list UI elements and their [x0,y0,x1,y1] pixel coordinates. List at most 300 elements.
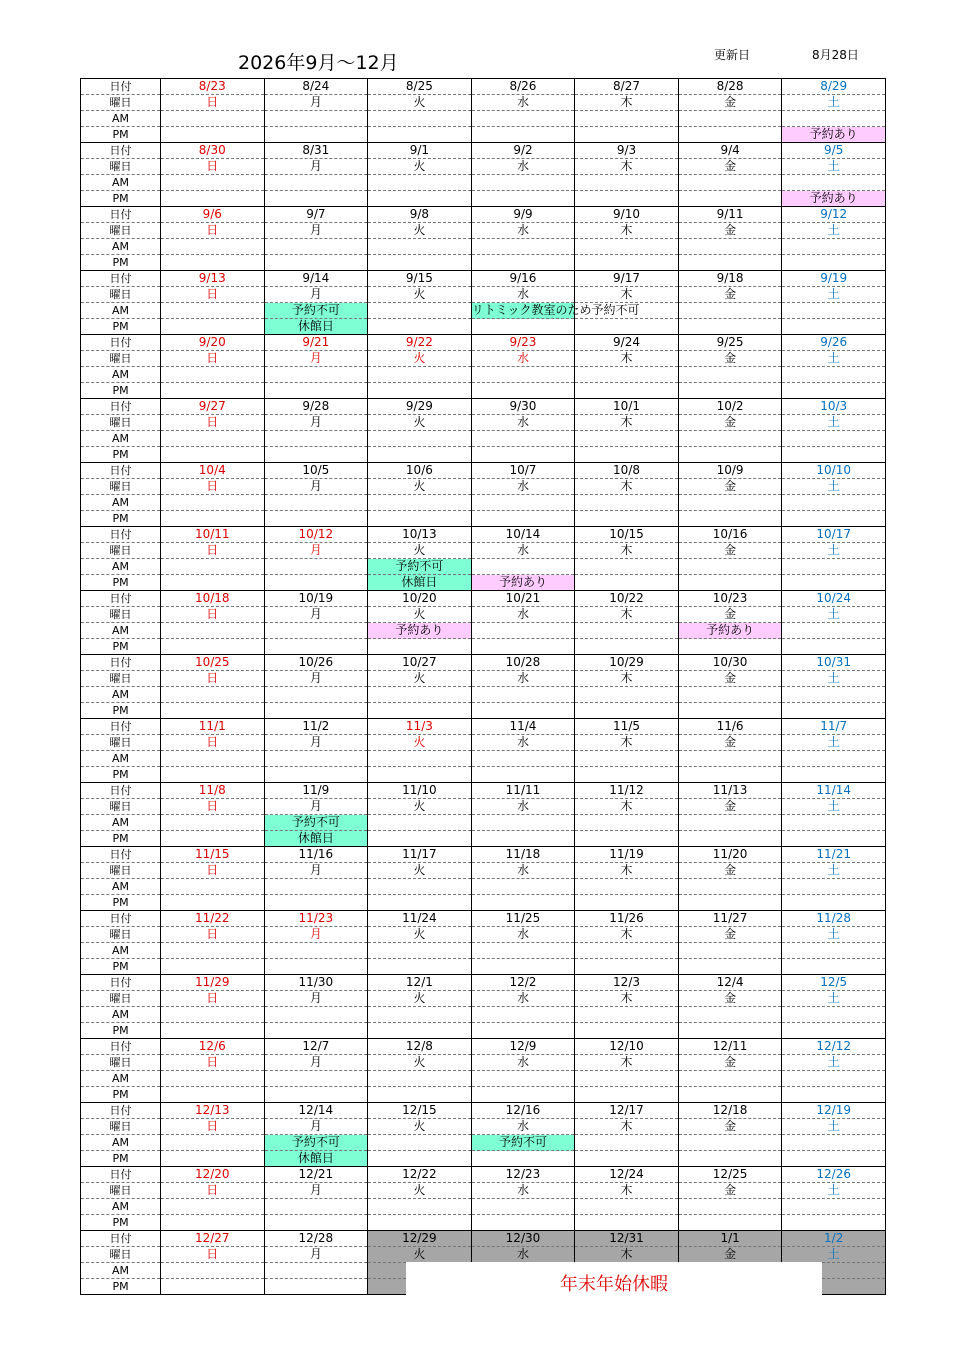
row-label-am: AM [81,751,161,767]
weekday-cell: 土 [782,991,886,1007]
date-cell: 9/10 [575,207,679,223]
pm-slot [575,639,679,655]
week-row-am [81,495,886,511]
row-label-pm: PM [81,191,161,207]
week-row-date [81,399,886,415]
week-row-am [81,1007,886,1023]
am-slot [471,687,575,703]
week-row-date [81,911,886,927]
row-label-pm: PM [81,383,161,399]
am-slot [264,559,368,575]
weekday-cell: 金 [678,159,782,175]
weekday-cell: 月 [264,1247,368,1263]
weekday-cell: 月 [264,799,368,815]
weekday-cell: 金 [678,95,782,111]
pm-slot [161,831,265,847]
row-label-date: 日付 [81,783,161,799]
date-cell: 10/23 [678,591,782,607]
am-slot [264,495,368,511]
weekday-cell: 日 [161,415,265,431]
pm-slot [575,255,679,271]
weekday-cell: 木 [575,159,679,175]
am-slot [161,1071,265,1087]
pm-slot [471,447,575,463]
row-label-weekday: 曜日 [81,543,161,559]
pm-slot [471,703,575,719]
weekday-cell: 日 [161,671,265,687]
week-row-date [81,335,886,351]
pm-slot [471,895,575,911]
pm-slot [782,1215,886,1231]
row-label-pm: PM [81,511,161,527]
am-slot [575,687,679,703]
pm-slot [678,1087,782,1103]
date-cell: 12/19 [782,1103,886,1119]
weekday-cell: 木 [575,287,679,303]
week-row-pm [81,895,886,911]
pm-slot [782,1087,886,1103]
pm-slot [368,1215,472,1231]
pm-slot [575,1087,679,1103]
date-cell: 10/31 [782,655,886,671]
weekday-cell: 土 [782,607,886,623]
date-cell: 11/30 [264,975,368,991]
week-row-pm [81,639,886,655]
am-slot [264,623,368,639]
row-label-weekday: 曜日 [81,351,161,367]
date-cell: 11/24 [368,911,472,927]
weekday-cell: 月 [264,351,368,367]
weekday-cell: 木 [575,415,679,431]
weekday-cell: 水 [471,223,575,239]
date-cell: 9/29 [368,399,472,415]
date-cell: 10/22 [575,591,679,607]
pm-slot [368,639,472,655]
row-label-pm: PM [81,1279,161,1295]
date-cell: 11/14 [782,783,886,799]
weekday-cell: 月 [264,1055,368,1071]
date-cell: 10/19 [264,591,368,607]
am-slot [161,815,265,831]
row-label-am: AM [81,431,161,447]
row-label-date: 日付 [81,79,161,95]
date-cell: 9/30 [471,399,575,415]
pm-slot [678,831,782,847]
date-cell: 8/28 [678,79,782,95]
am-slot [782,879,886,895]
row-label-pm: PM [81,831,161,847]
am-slot [782,943,886,959]
date-cell: 9/24 [575,335,679,351]
date-cell: 12/23 [471,1167,575,1183]
row-label-am: AM [81,943,161,959]
row-label-am: AM [81,815,161,831]
row-label-weekday: 曜日 [81,1055,161,1071]
week-row-date [81,271,886,287]
weekday-cell: 火 [368,223,472,239]
am-slot-status: 予約不可 [368,559,472,575]
date-cell: 12/14 [264,1103,368,1119]
row-label-weekday: 曜日 [81,479,161,495]
date-cell: 12/31 [575,1231,679,1247]
week-row-weekday [81,607,886,623]
am-slot [264,1007,368,1023]
date-cell: 9/11 [678,207,782,223]
am-slot [161,175,265,191]
am-slot [161,367,265,383]
date-cell: 12/17 [575,1103,679,1119]
pm-slot [678,191,782,207]
pm-slot [575,959,679,975]
pm-slot [471,127,575,143]
week-row-weekday [81,159,886,175]
date-cell: 12/8 [368,1039,472,1055]
pm-slot [575,703,679,719]
am-slot [575,239,679,255]
weekday-cell: 木 [575,1119,679,1135]
date-cell: 8/29 [782,79,886,95]
week-row-date [81,591,886,607]
weekday-cell: 金 [678,799,782,815]
am-slot-status: 予約不可 [471,1135,575,1151]
date-cell: 11/11 [471,783,575,799]
row-label-date: 日付 [81,1039,161,1055]
weekday-cell: 土 [782,415,886,431]
pm-slot [678,767,782,783]
am-slot [368,1007,472,1023]
weekday-cell: 水 [471,1247,575,1263]
row-label-pm: PM [81,959,161,975]
date-cell: 10/6 [368,463,472,479]
pm-slot [368,831,472,847]
week-row-weekday [81,991,886,1007]
pm-slot-status: 予約あり [782,127,886,143]
am-slot [782,687,886,703]
am-slot [161,1135,265,1151]
row-label-weekday: 曜日 [81,95,161,111]
weekday-cell: 金 [678,991,782,1007]
row-label-date: 日付 [81,335,161,351]
date-cell: 12/6 [161,1039,265,1055]
am-slot [264,943,368,959]
date-cell: 10/4 [161,463,265,479]
row-label-weekday: 曜日 [81,671,161,687]
am-slot [161,559,265,575]
week-row-weekday [81,927,886,943]
updated-date: 8月28日 [812,48,859,62]
pm-slot [678,255,782,271]
pm-slot [368,191,472,207]
date-cell: 11/22 [161,911,265,927]
am-slot [678,495,782,511]
am-slot [471,1007,575,1023]
pm-slot [678,447,782,463]
weekday-cell: 日 [161,607,265,623]
row-label-date: 日付 [81,1167,161,1183]
row-label-pm: PM [81,127,161,143]
weekday-cell: 水 [471,799,575,815]
date-cell: 9/27 [161,399,265,415]
date-cell: 8/25 [368,79,472,95]
am-slot [782,239,886,255]
date-cell: 11/5 [575,719,679,735]
date-cell: 11/12 [575,783,679,799]
pm-slot [471,1087,575,1103]
pm-slot [471,191,575,207]
am-slot [264,367,368,383]
pm-slot-status: 予約あり [782,191,886,207]
am-slot [575,495,679,511]
weekday-cell: 金 [678,415,782,431]
row-label-weekday: 曜日 [81,927,161,943]
week-row-weekday [81,223,886,239]
date-cell: 9/1 [368,143,472,159]
weekday-cell: 水 [471,1119,575,1135]
weekday-cell: 木 [575,735,679,751]
row-label-date: 日付 [81,143,161,159]
pm-slot [782,831,886,847]
pm-slot [368,767,472,783]
date-cell: 12/29 [368,1231,472,1247]
weekday-cell: 日 [161,543,265,559]
am-slot [575,111,679,127]
pm-slot [264,1215,368,1231]
week-row-date [81,1103,886,1119]
weekday-cell: 土 [782,287,886,303]
row-label-pm: PM [81,319,161,335]
row-label-weekday: 曜日 [81,287,161,303]
date-cell: 11/1 [161,719,265,735]
week-row-weekday [81,287,886,303]
pm-slot [368,127,472,143]
weekday-cell: 火 [368,991,472,1007]
am-slot [368,1071,472,1087]
pm-slot [782,1151,886,1167]
week-row-weekday [81,95,886,111]
weekday-cell: 月 [264,95,368,111]
date-cell: 10/7 [471,463,575,479]
week-row-date [81,79,886,95]
weekday-cell: 火 [368,927,472,943]
am-slot [161,943,265,959]
pm-slot [161,1151,265,1167]
pm-slot-status: 休館日 [264,319,368,335]
week-row-pm [81,1151,886,1167]
week-row-weekday [81,415,886,431]
pm-slot [264,959,368,975]
date-cell: 11/9 [264,783,368,799]
am-slot-status: 予約不可 [264,1135,368,1151]
pm-slot [678,895,782,911]
date-cell: 11/8 [161,783,265,799]
am-slot [161,1199,265,1215]
weekday-cell: 火 [368,607,472,623]
pm-slot [782,767,886,783]
weekday-cell: 水 [471,95,575,111]
am-slot [782,431,886,447]
date-cell: 10/18 [161,591,265,607]
pm-slot [161,575,265,591]
pm-slot [575,191,679,207]
am-slot [161,687,265,703]
row-label-am: AM [81,367,161,383]
date-cell: 11/13 [678,783,782,799]
pm-slot [264,575,368,591]
am-slot [782,367,886,383]
pm-slot [782,383,886,399]
pm-slot [161,1023,265,1039]
weekday-cell: 土 [782,1119,886,1135]
am-slot [575,367,679,383]
weekday-cell: 水 [471,287,575,303]
pm-slot [575,1215,679,1231]
date-cell: 9/14 [264,271,368,287]
weekday-cell: 土 [782,1247,886,1263]
week-row-weekday [81,1183,886,1199]
week-row-weekday [81,1119,886,1135]
date-cell: 9/7 [264,207,368,223]
row-label-date: 日付 [81,271,161,287]
date-cell: 10/27 [368,655,472,671]
row-label-weekday: 曜日 [81,223,161,239]
am-slot [264,239,368,255]
date-cell: 11/20 [678,847,782,863]
pm-slot-status: 休館日 [264,831,368,847]
weekday-cell: 月 [264,1183,368,1199]
am-slot [678,303,782,319]
row-label-am: AM [81,495,161,511]
date-cell: 9/12 [782,207,886,223]
date-cell: 12/18 [678,1103,782,1119]
date-cell: 9/9 [471,207,575,223]
weekday-cell: 日 [161,1247,265,1263]
week-row-pm [81,319,886,335]
weekday-cell: 月 [264,927,368,943]
date-cell: 10/30 [678,655,782,671]
pm-slot [678,575,782,591]
pm-slot [161,383,265,399]
updated-label: 更新日 [714,48,751,62]
am-slot [678,687,782,703]
weekday-cell: 土 [782,671,886,687]
weekday-cell: 土 [782,735,886,751]
date-cell: 10/3 [782,399,886,415]
date-cell: 10/1 [575,399,679,415]
weekday-cell: 土 [782,223,886,239]
weekday-cell: 水 [471,1183,575,1199]
pm-slot [678,319,782,335]
weekday-cell: 木 [575,223,679,239]
week-row-date [81,847,886,863]
date-cell: 9/13 [161,271,265,287]
pm-slot [161,895,265,911]
am-slot [368,303,472,319]
week-row-pm [81,255,886,271]
week-row-date [81,655,886,671]
weekday-cell: 月 [264,415,368,431]
am-slot [368,751,472,767]
week-row-weekday [81,863,886,879]
weekday-cell: 火 [368,1119,472,1135]
weekday-cell: 日 [161,1119,265,1135]
week-row-date [81,719,886,735]
weekday-cell: 土 [782,1055,886,1071]
date-cell: 12/27 [161,1231,265,1247]
weekday-cell: 火 [368,735,472,751]
week-row-pm [81,767,886,783]
am-slot [471,1071,575,1087]
week-row-date [81,1039,886,1055]
weekday-cell: 金 [678,479,782,495]
row-label-date: 日付 [81,1231,161,1247]
am-slot [471,431,575,447]
am-slot [678,815,782,831]
pm-slot [161,127,265,143]
am-slot [264,1199,368,1215]
weekday-cell: 木 [575,927,679,943]
weekday-cell: 金 [678,287,782,303]
row-label-weekday: 曜日 [81,799,161,815]
weekday-cell: 日 [161,927,265,943]
am-slot [264,1263,368,1279]
week-row-date [81,1231,886,1247]
week-row-am [81,879,886,895]
am-slot [782,1007,886,1023]
date-cell: 9/3 [575,143,679,159]
row-label-am: AM [81,559,161,575]
weekday-cell: 木 [575,351,679,367]
week-row-pm [81,447,886,463]
date-cell: 8/24 [264,79,368,95]
am-slot [782,111,886,127]
pm-slot [264,1023,368,1039]
weekday-cell: 水 [471,543,575,559]
pm-slot [471,1215,575,1231]
weekday-cell: 水 [471,863,575,879]
am-slot [368,815,472,831]
date-cell: 9/19 [782,271,886,287]
date-cell: 12/4 [678,975,782,991]
date-cell: 8/26 [471,79,575,95]
weekday-cell: 火 [368,1183,472,1199]
week-row-date [81,1167,886,1183]
pm-slot [161,1215,265,1231]
pm-slot [264,511,368,527]
weekday-cell: 日 [161,799,265,815]
date-cell: 9/6 [161,207,265,223]
pm-slot [782,447,886,463]
date-cell: 12/15 [368,1103,472,1119]
date-cell: 12/10 [575,1039,679,1055]
am-slot [264,751,368,767]
weekday-cell: 月 [264,287,368,303]
weekday-cell: 木 [575,1055,679,1071]
row-label-pm: PM [81,639,161,655]
week-row-pm [81,1087,886,1103]
pm-slot [368,447,472,463]
row-label-am: AM [81,1007,161,1023]
row-label-am: AM [81,303,161,319]
week-row-date [81,527,886,543]
row-label-am: AM [81,623,161,639]
weekday-cell: 土 [782,799,886,815]
pm-slot [471,959,575,975]
week-row-date [81,975,886,991]
am-slot [575,751,679,767]
am-slot [575,431,679,447]
weekday-cell: 水 [471,1055,575,1071]
am-slot [782,1199,886,1215]
